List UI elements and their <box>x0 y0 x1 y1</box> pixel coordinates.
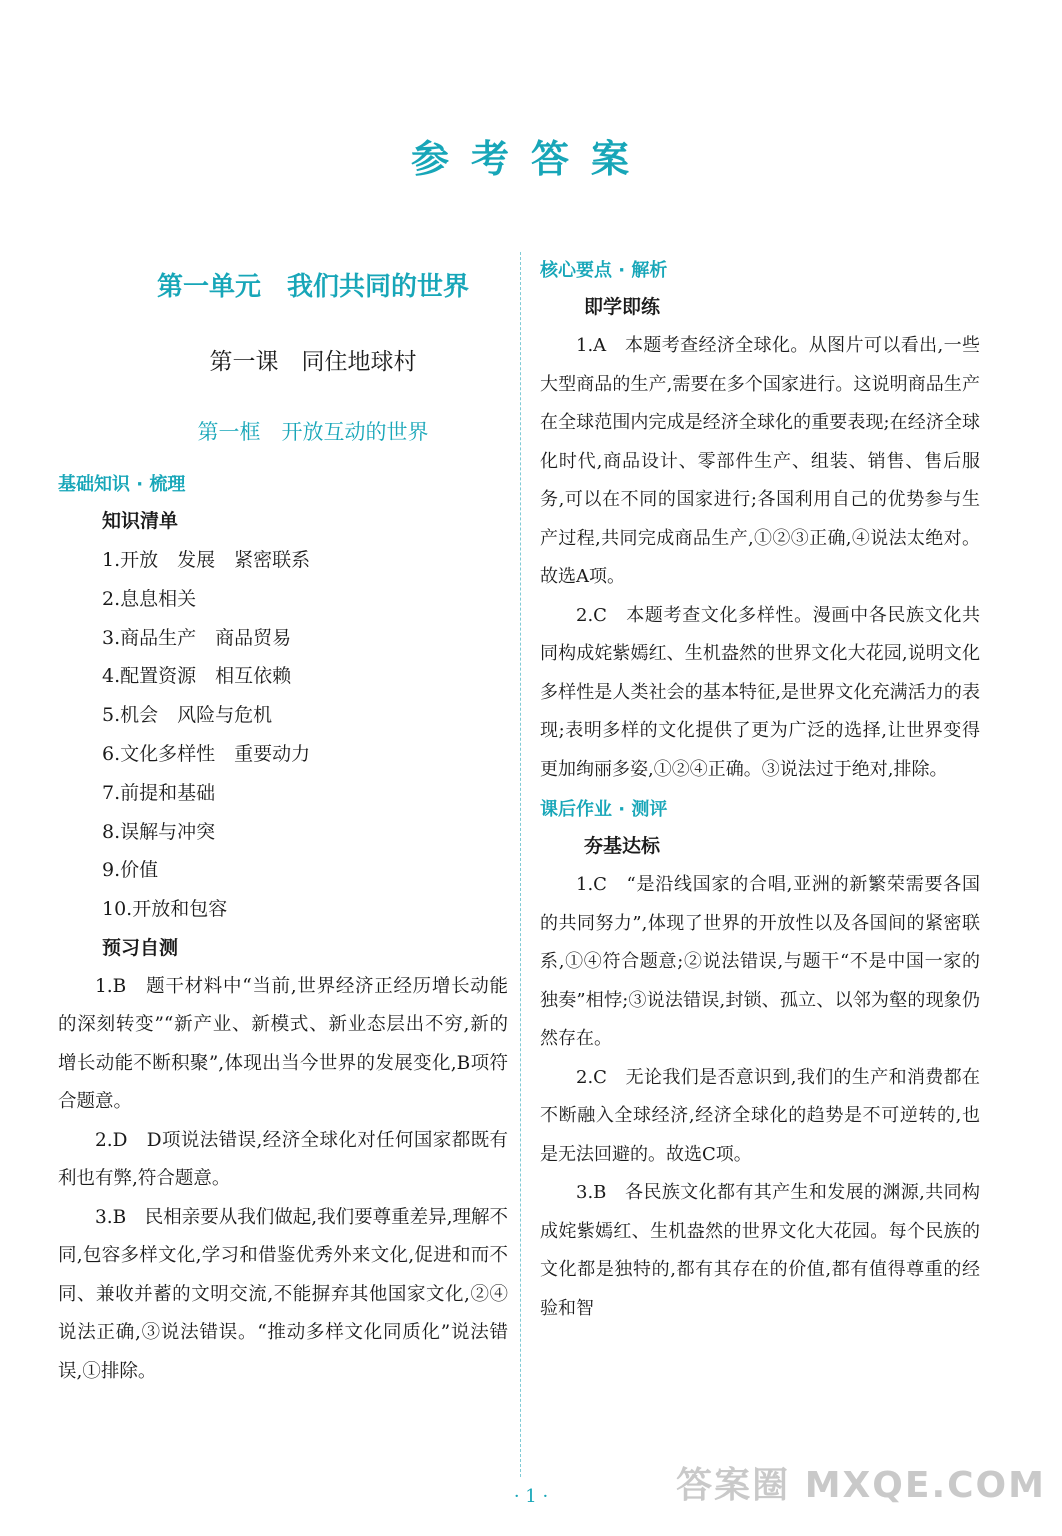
list-item: 2.息息相关 <box>102 587 197 610</box>
answer-paragraph: 1.B 题干材料中“当前,世界经济正经历增长动能的深刻转变”“新产业、新模式、新业态层出不穷,新的增长动能不断积聚”,体现出当今世界的发展变化,B项符合题意。 <box>58 975 508 1113</box>
section-homework: 课后作业 · 测评 <box>540 799 668 820</box>
column-divider <box>520 252 521 1477</box>
page-title: 参考答案 <box>410 137 651 181</box>
list-item: 9.价值 <box>102 859 159 882</box>
basic-heading: 夯基达标 <box>584 835 661 857</box>
list-item: 4.配置资源 相互依赖 <box>102 665 292 688</box>
list-item: 7.前提和基础 <box>102 781 216 804</box>
answer-paragraph: 3.B 各民族文化都有其产生和发展的渊源,共同构成姹紫嫣红、生机盎然的世界文化大花园。每个民族的文化都是独特的,都有其存在的价值,都有值得尊重的经验和智 <box>540 1182 980 1319</box>
watermark-logo: 答案圈 MXQE.COM <box>676 1465 1046 1506</box>
answer-paragraph: 3.B 民相亲要从我们做起,我们要尊重差异,理解不同,包容多样文化,学习和借鉴优秀外来文化,促进和而不同、兼收并蓄的文明交流,不能摒弃其他国家文化,②④说法正确,③说法错误。“推动多样文化同质化”说法错误,①排除。 <box>58 1206 509 1382</box>
frame-title: 第一框 开放互动的世界 <box>197 420 429 444</box>
answer-paragraph: 1.C “是沿线国家的合唱,亚洲的新繁荣需要各国的共同努力”,体现了世界的开放性以及各国间的紧密联系,①④符合题意;②说法错误,与题干“不是中国一家的独奏”相悖;③说法错误,封锁、孤立、以邻为壑的现象仍然存在。 <box>540 874 980 1049</box>
section-core-points: 核心要点 · 解析 <box>540 260 668 281</box>
left-column <box>58 250 508 1391</box>
list-item: 10.开放和包容 <box>102 898 228 921</box>
section-basic-knowledge: 基础知识 · 梳理 <box>58 474 186 495</box>
list-item: 6.文化多样性 重要动力 <box>102 742 311 765</box>
list-item: 1.开放 发展 紧密联系 <box>102 549 311 571</box>
list-item: 5.机会 风险与危机 <box>102 704 273 727</box>
answer-paragraph: 1.A 本题考查经济全球化。从图片可以看出,一些大型商品的生产,需要在多个国家进行。这说明商品生产在全球范围内完成是经济全球化的重要表现;在经济全球化时代,商品设计、零部件生产、组装、销售、售后服务,可以在不同的国家进行;各国利用自己的优势参与生产过程,共同完成商品生产,①②③正确,④说法太绝对。故选A项。 <box>540 335 980 587</box>
list-item: 8.误解与冲突 <box>102 820 216 843</box>
page-number: · 1 · <box>513 1486 549 1507</box>
right-column <box>540 250 980 1328</box>
knowledge-list <box>58 541 508 929</box>
list-item: 3.商品生产 商品贸易 <box>102 626 292 649</box>
preview-test-heading: 预习自测 <box>102 936 179 959</box>
knowledge-list-heading: 知识清单 <box>102 510 179 532</box>
unit-title: 第一单元 我们共同的世界 <box>156 272 469 302</box>
answer-paragraph: 2.C 无论我们是否意识到,我们的生产和消费都在不断融入全球经济,经济全球化的趋势是不可逆转的,也是无法回避的。故选C项。 <box>540 1066 980 1165</box>
lesson-title: 第一课 同住地球村 <box>209 349 417 375</box>
answer-paragraph: 2.D D项说法错误,经济全球化对任何国家都既有利也有弊,符合题意。 <box>58 1129 508 1190</box>
answer-paragraph: 2.C 本题考查文化多样性。漫画中各民族文化共同构成姹紫嫣红、生机盎然的世界文化大花园,说明文化多样性是人类社会的基本特征,是世界文化充满活力的表现;表明多样的文化提供了更为广泛的选择,让世界变得更加绚丽多姿,①②④正确。③说法过于绝对,排除。 <box>540 604 980 780</box>
practice-heading: 即学即练 <box>584 296 661 318</box>
